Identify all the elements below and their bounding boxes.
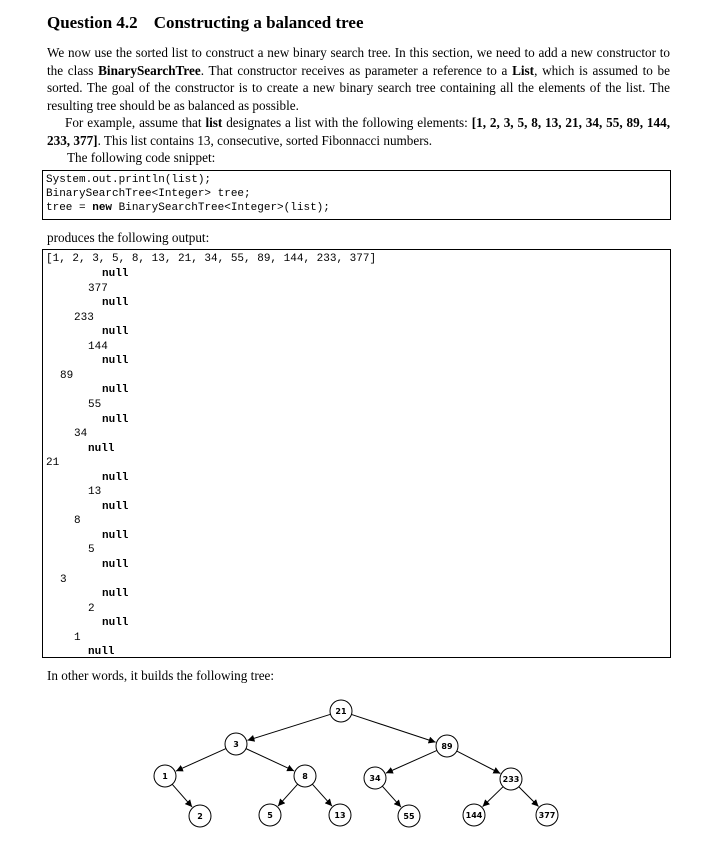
- list-variable-name: list: [205, 115, 223, 130]
- tree-edge: [351, 714, 435, 742]
- intro-text-3: , which is assumed to be sorted. The goal of the constructor is to create a new binary search tree containing all the elements of the list. The resulting tree should be as balanced as possible.: [47, 62, 670, 113]
- output-value-line: 8: [74, 515, 81, 528]
- tree-edge: [386, 750, 437, 773]
- tree-node-21: [330, 700, 352, 722]
- example-text-3: . This list contains 13, consecutive, sorted Fibonnacci numbers.: [97, 132, 433, 148]
- tree-node-55: [398, 805, 420, 827]
- code-line-3-end: BinarySearchTree<Integer>(list);: [112, 202, 330, 214]
- tree-node-label: 21: [335, 707, 347, 716]
- output-value-line: 89: [60, 369, 74, 382]
- output-value-line: 2: [88, 602, 95, 615]
- tree-edge: [312, 784, 332, 806]
- tree-node-3: [225, 733, 247, 755]
- output-null-line: null: [102, 500, 129, 513]
- class-name: BinarySearchTree: [98, 62, 201, 78]
- tree-edge: [176, 749, 226, 772]
- output-value-line: 3: [60, 573, 67, 586]
- output-null-line: null: [102, 617, 129, 630]
- tree-node-label: 89: [441, 742, 453, 751]
- tree-node-2: [189, 805, 211, 827]
- tree-node-label: 5: [267, 811, 273, 820]
- output-value-line: 55: [88, 398, 102, 411]
- output-value-line: 1: [74, 631, 81, 644]
- output-value-line: 377: [88, 282, 108, 295]
- tree-edge: [247, 714, 330, 740]
- output-null-line: null: [102, 384, 129, 397]
- tree-node-34: [364, 767, 386, 789]
- program-output-box: [42, 249, 671, 658]
- code-keyword-new: new: [92, 202, 113, 214]
- tree-node-label: 233: [502, 775, 520, 784]
- output-null-line: null: [88, 442, 115, 455]
- output-value-line: 34: [74, 428, 88, 441]
- tree-node-144: [463, 804, 485, 826]
- tree-node-233: [500, 768, 522, 790]
- output-value-line: 5: [88, 544, 95, 557]
- output-null-line: null: [102, 413, 129, 426]
- tree-node-label: 144: [465, 811, 483, 820]
- binary-tree-diagram: [150, 698, 570, 833]
- output-null-line: null: [102, 268, 129, 280]
- tree-node-label: 3: [233, 740, 239, 749]
- tree-edge: [278, 784, 298, 806]
- tree-node-label: 2: [197, 812, 203, 821]
- output-list-line: [1, 2, 3, 5, 8, 13, 21, 34, 55, 89, 144, 233, 377]: [46, 253, 377, 265]
- output-value-line: 13: [88, 486, 102, 499]
- output-null-line: null: [102, 355, 129, 368]
- list-elements: [1, 2, 3, 5, 8, 13, 21, 34, 55, 89, 144, 233, 377]: [47, 115, 670, 148]
- code-line-1: System.out.println(list);: [46, 174, 212, 186]
- tree-intro: In other words, it builds the following tree:: [47, 668, 275, 683]
- output-null-line: null: [102, 326, 129, 339]
- tree-edge: [172, 784, 192, 807]
- tree-edges: [172, 714, 538, 807]
- tree-node-5: [259, 804, 281, 826]
- intro-text-1: We now use the sorted list to construct a new binary search tree. In this section, we need to add a new constructor to the class: [47, 45, 670, 78]
- code-snippet-box: [42, 170, 671, 220]
- tree-node-label: 34: [369, 774, 381, 783]
- output-null-line: null: [102, 588, 129, 601]
- tree-node-89: [436, 735, 458, 757]
- output-value-line: 233: [74, 311, 94, 324]
- tree-nodes: [154, 700, 558, 827]
- tree-node-13: [329, 804, 351, 826]
- tree-node-label: 8: [302, 772, 308, 781]
- code-line-3-start: tree =: [46, 202, 93, 214]
- snippet-intro: The following code snippet:: [67, 150, 216, 165]
- list-type-name: List: [512, 62, 535, 78]
- example-text-2: designates a list with the following elements:: [222, 115, 472, 130]
- tree-node-label: 377: [538, 811, 556, 820]
- example-paragraph: [47, 114, 670, 149]
- tree-edge: [483, 787, 504, 807]
- tree-node-377: [536, 804, 558, 826]
- section-title: Constructing a balanced tree: [153, 13, 364, 32]
- tree-edge: [382, 786, 401, 807]
- section-number: Question 4.2: [47, 13, 138, 32]
- code-line-2: BinarySearchTree<Integer> tree;: [46, 188, 251, 200]
- output-null-line: null: [102, 297, 129, 310]
- output-value-line: 21: [46, 457, 60, 470]
- section-heading: [47, 13, 364, 33]
- output-value-line: 144: [88, 340, 108, 353]
- output-null-line: null: [102, 471, 129, 484]
- output-intro: produces the following output:: [47, 230, 210, 245]
- tree-node-8: [294, 765, 316, 787]
- output-null-line: null: [88, 646, 115, 659]
- output-null-line: null: [102, 529, 129, 542]
- tree-edge: [246, 749, 294, 771]
- tree-node-label: 1: [162, 772, 168, 781]
- output-null-line: null: [102, 559, 129, 571]
- tree-edge: [519, 787, 539, 807]
- tree-node-label: 13: [334, 811, 346, 820]
- code-line-3: [46, 202, 330, 215]
- tree-node-label: 55: [403, 812, 415, 821]
- tree-node-1: [154, 765, 176, 787]
- intro-paragraph: [47, 44, 670, 114]
- intro-text-2: . That constructor receives as parameter a reference to a: [200, 62, 513, 78]
- tree-edge: [457, 751, 501, 773]
- example-text-1: For example, assume that: [65, 115, 206, 130]
